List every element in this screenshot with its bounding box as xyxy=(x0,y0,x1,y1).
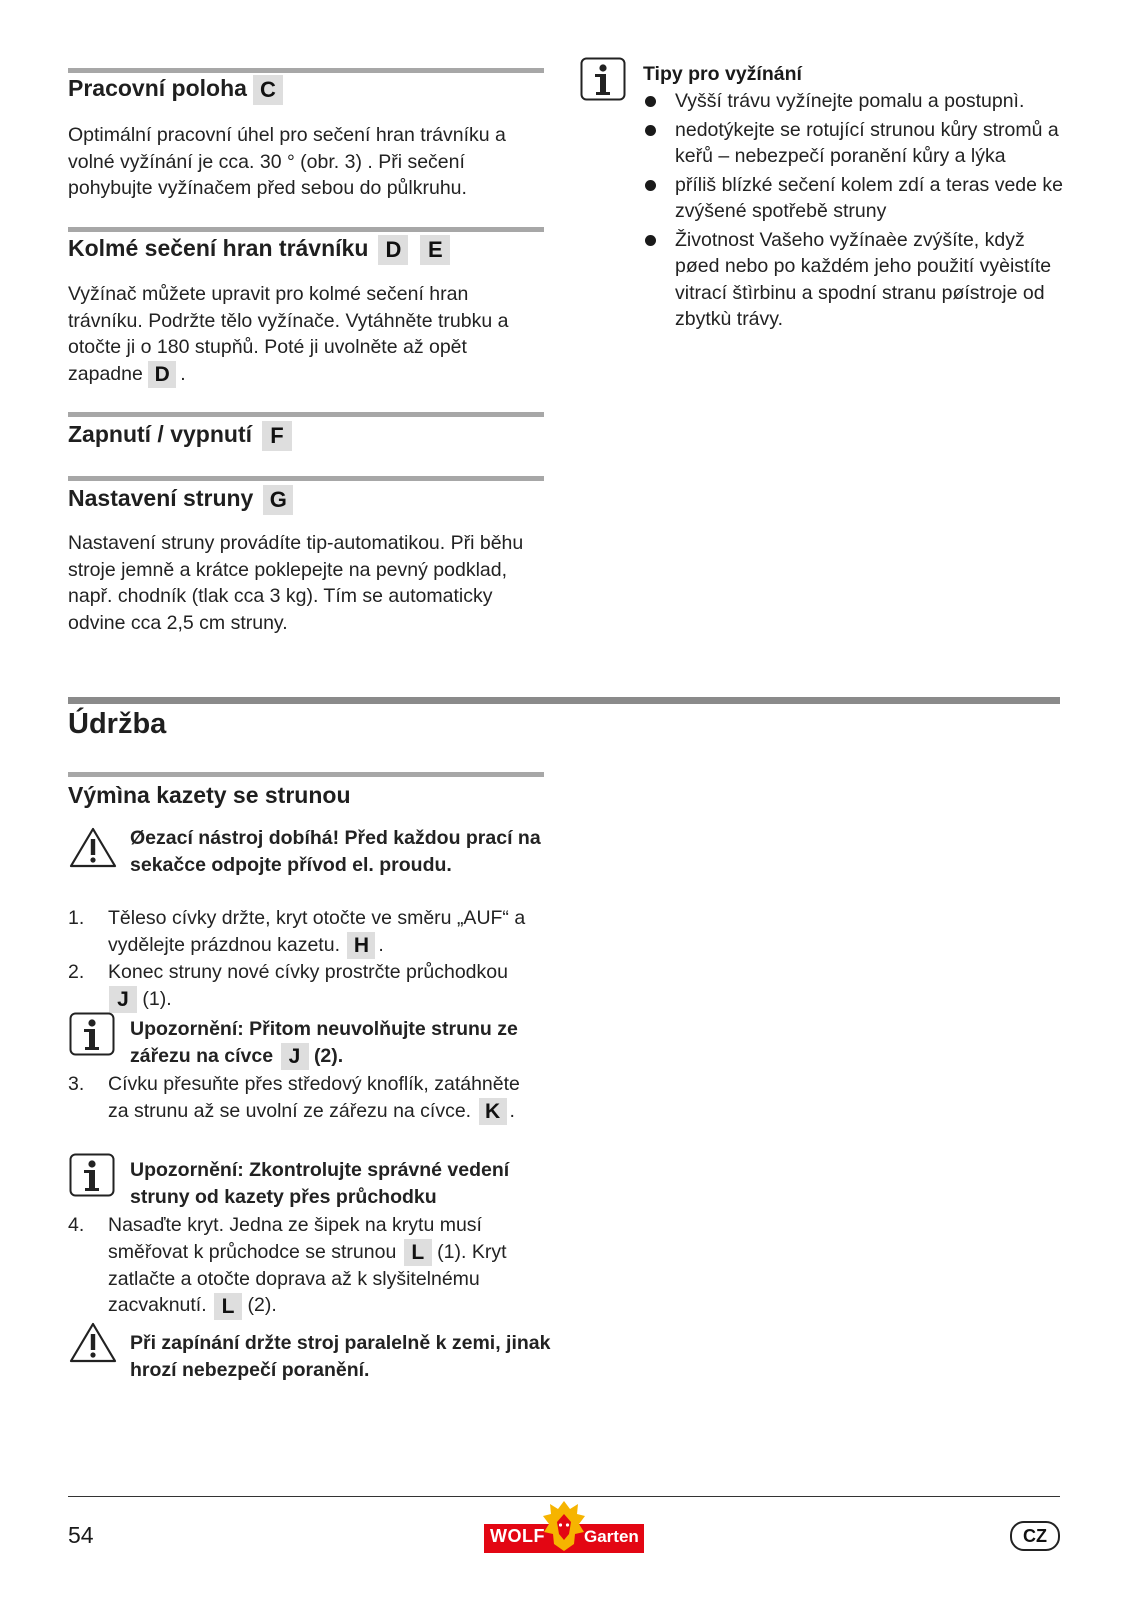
warning-text-2: Při zapínání držte stroj paralelně k zemi, jinak hrozí nebezpečí poranění. xyxy=(130,1332,551,1381)
bullet-icon xyxy=(645,125,656,136)
step-number: 4. xyxy=(68,1214,85,1236)
figure-badge-h: H xyxy=(347,932,375,959)
section-title-pracovni-poloha xyxy=(68,75,283,105)
figure-badge-d-inline: D xyxy=(148,361,176,388)
tip-text: příliš blízké sečení kolem zdí a teras vede ke zvýšené spotřebě struny xyxy=(675,173,1064,222)
tips-title: Tipy pro vyžínání xyxy=(643,63,802,85)
bullet-icon xyxy=(645,96,656,107)
paragraph-pracovni-poloha: Optimální pracovní úhel pro sečení hran trávníku a volné vyžínání je cca. 30 ° (obr. 3) . Při sečení pohybujte vyžínačem před sebou do půlkruhu. xyxy=(68,124,506,199)
section-divider xyxy=(68,772,544,777)
step-4 xyxy=(68,1212,544,1320)
list-item xyxy=(643,88,1073,115)
paragraph-nastaveni-struny: Nastavení struny provádíte tip-automatikou. Při běhu stroje jemně a krátce poklepejte na pevný podklad, např. chodník (tlak cca 3 kg). Tím se automaticky odvine cca 2,5 cm struny. xyxy=(68,532,524,634)
country-badge xyxy=(1010,1521,1060,1551)
figure-badge-d: D xyxy=(378,235,408,265)
step-end: . xyxy=(378,933,384,956)
tip-text: Životnost Vašeho vyžínaèe zvýšíte, když pøed nebo po každém jeho použití vyèistíte vitrací štìrbinu a spodní stranu pøístroje od zbytkù trávy. xyxy=(675,228,1052,330)
tip-text: Vyšší trávu vyžínejte pomalu a postupnì. xyxy=(675,90,1025,112)
step-text: Cívku přesuňte přes středový knoflík, zatáhněte za strunu až se uvolní ze zářezu na cívce. xyxy=(108,1073,520,1122)
step-number: 1. xyxy=(68,907,85,929)
step-text: Nasaďte kryt. Jedna ze šipek na krytu musí směřovat k průchodce se strunou xyxy=(108,1214,482,1263)
step-3 xyxy=(68,1071,544,1125)
logo-text-garten: Garten xyxy=(584,1527,639,1546)
section-title-vymena-kazety: Výmìna kazety se strunou xyxy=(68,782,351,808)
section-title-kolme-seceni xyxy=(68,235,450,265)
footer-divider xyxy=(68,1496,1060,1497)
info-icon xyxy=(580,57,626,106)
warning-icon xyxy=(69,1321,117,1368)
wolf-garten-logo xyxy=(484,1500,644,1556)
note-text-2: Upozornění: Zkontrolujte správné vedení struny od kazety přes průchodku xyxy=(130,1159,510,1208)
list-item xyxy=(643,227,1073,333)
paragraph-text: Vyžínač můžete upravit pro kolmé sečení hran trávníku. Podržte tělo vyžínače. Vytáhněte trubku a otočte ji o 180 stupňů. Poté ji uvolněte až opět zapadne xyxy=(68,283,509,385)
warning-icon xyxy=(69,826,117,873)
step-1 xyxy=(68,905,544,959)
step-number: 3. xyxy=(68,1073,85,1095)
list-item xyxy=(643,172,1073,225)
step-end: (1). xyxy=(142,987,172,1010)
section-divider xyxy=(68,412,544,417)
section-title-zapnuti xyxy=(68,421,292,451)
step-2 xyxy=(68,959,544,1013)
tip-text: nedotýkejte se rotující strunou kůry stromů a keřů – nebezpečí poranění kůry a lýka xyxy=(675,118,1059,167)
figure-badge-g: G xyxy=(263,485,293,515)
info-icon xyxy=(69,1012,115,1061)
tips-list xyxy=(643,88,1073,335)
wolf-head-icon xyxy=(542,1500,586,1552)
section-divider xyxy=(68,68,544,73)
note-text-1 xyxy=(130,1016,550,1070)
figure-badge-c: C xyxy=(253,75,283,105)
page-number: 54 xyxy=(68,1522,94,1548)
section-divider xyxy=(68,476,544,481)
warning-text-1: Øezací nástroj dobíhá! Před každou prací na sekačce odpojte přívod el. proudu. xyxy=(130,827,541,876)
figure-badge-j: J xyxy=(109,986,137,1013)
step-end: . xyxy=(509,1099,515,1122)
section-divider xyxy=(68,227,544,232)
logo-text-wolf: WOLF xyxy=(490,1526,545,1546)
title-text: Pracovní poloha xyxy=(68,75,247,102)
figure-badge-e: E xyxy=(420,235,450,265)
figure-badge-l: L xyxy=(404,1239,432,1266)
title-text: Nastavení struny xyxy=(68,485,254,512)
paragraph-end: . xyxy=(180,362,186,385)
step-number: 2. xyxy=(68,961,85,983)
step-text: Konec struny nové cívky prostrčte průchodkou xyxy=(108,961,508,983)
step-text: (1). Kryt zatlačte a otočte doprava až k slyšitelnému zacvaknutí. xyxy=(108,1240,507,1317)
title-text: Kolmé sečení hran trávníku xyxy=(68,235,369,262)
country-code: CZ xyxy=(1023,1526,1047,1546)
section-title-nastaveni-struny xyxy=(68,485,293,515)
figure-badge-l: L xyxy=(214,1293,242,1320)
step-text: Těleso cívky držte, kryt otočte ve směru „AUF“ a vydělejte prázdnou kazetu. xyxy=(108,907,526,956)
list-item xyxy=(643,117,1073,170)
note-end: (2). xyxy=(313,1044,344,1067)
figure-badge-k: K xyxy=(479,1098,507,1125)
section-title-udrzba: Údržba xyxy=(68,708,167,740)
title-text: Zapnutí / vypnutí xyxy=(68,421,252,448)
info-icon xyxy=(69,1153,115,1202)
note-text: Upozornění: Přitom neuvolňujte strunu ze zářezu na cívce xyxy=(130,1018,518,1067)
bullet-icon xyxy=(645,180,656,191)
step-end: (2). xyxy=(247,1294,277,1317)
paragraph-kolme-seceni xyxy=(68,281,544,388)
figure-badge-f: F xyxy=(262,421,292,451)
bullet-icon xyxy=(645,235,656,246)
figure-badge-j: J xyxy=(281,1043,309,1070)
main-section-divider xyxy=(68,697,1060,704)
